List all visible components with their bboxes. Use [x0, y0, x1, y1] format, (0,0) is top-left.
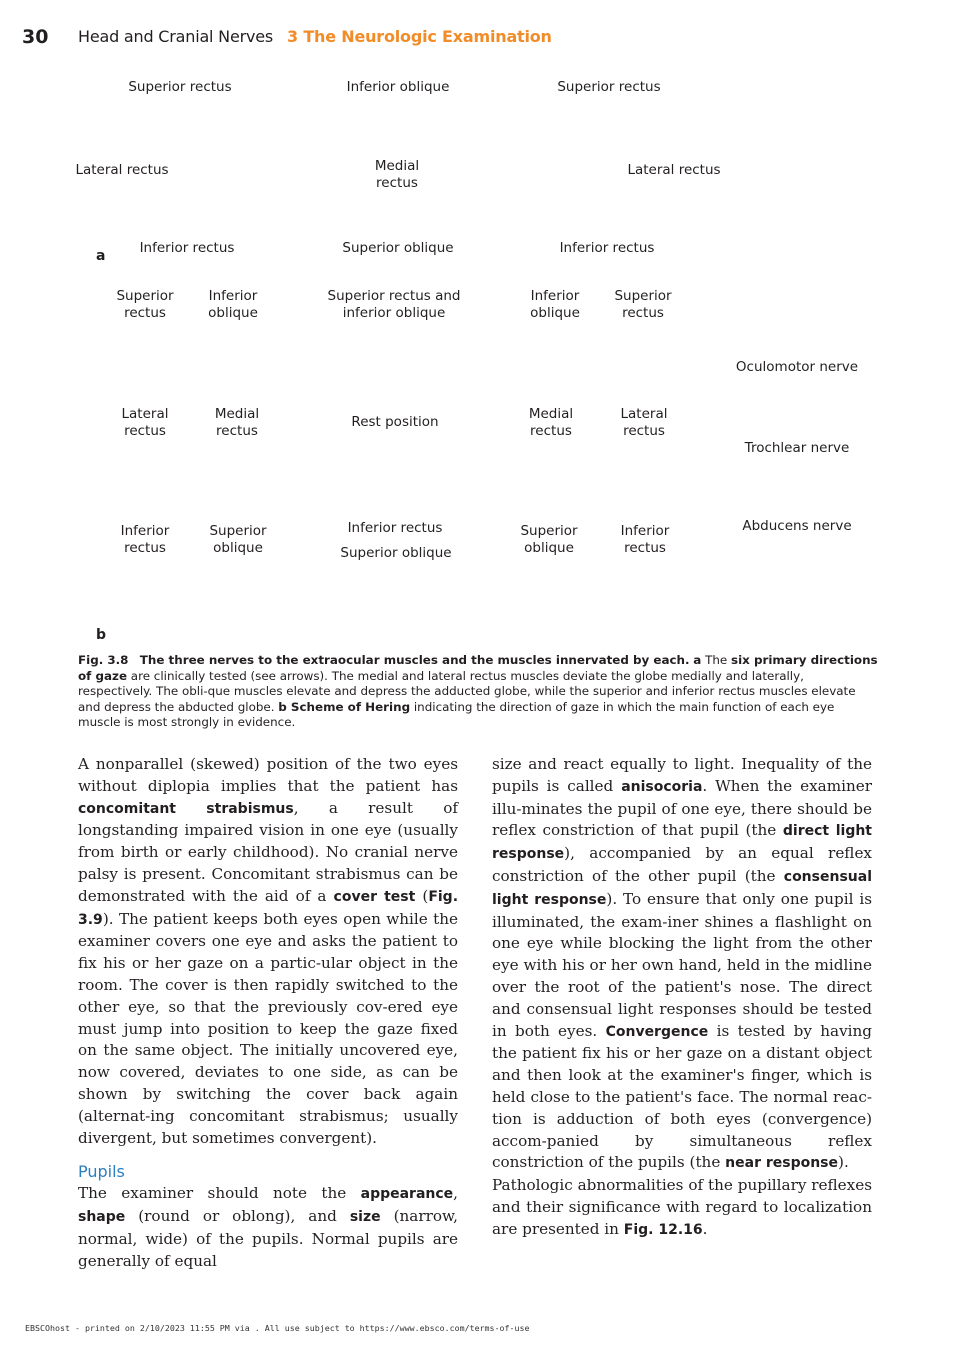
fig-b-label: Inferior oblique	[208, 288, 258, 321]
caption-bold: six primary directions of gaze	[78, 653, 878, 683]
fig-b-label: Superior oblique	[209, 523, 267, 556]
fig-b-label: Medial rectus	[214, 406, 260, 439]
caption-text: The	[705, 653, 728, 667]
figure-caption	[78, 653, 878, 731]
fig-b-label: Inferior rectus	[620, 523, 670, 556]
fig-b-label: Lateral rectus	[121, 406, 169, 439]
nerve-legend-oculomotor: Oculomotor nerve	[735, 359, 859, 375]
panel-letter-b: b	[96, 627, 107, 643]
print-footer: EBSCOhost - printed on 2/10/2023 11:55 PM via . All use subject to https://www.ebsco.com/terms-of-use	[25, 1323, 530, 1333]
fig-b-label: Superior rectus and inferior oblique	[327, 288, 461, 321]
caption-text: are clinically tested (see arrows). The medial and lateral rectus muscles deviate the globe medially and laterally, respectively. The obli-que muscles elevate and depress the adducted globe, while the superior and inferior rectus muscles elevate and depress the abducted globe.	[78, 668, 856, 714]
paragraph: Pathologic abnormalities of the pupillary reflexes and their significance with regard to localization are presented in Fig. 12.16.	[492, 1176, 872, 1238]
book-section: Head and Cranial Nerves	[78, 27, 274, 46]
fig-b-label: Lateral rectus	[620, 406, 668, 439]
paragraph: The examiner should note the appearance, shape (round or oblong), and size (narrow, normal, wide) of the pupils. Normal pupils are generally of equal	[78, 1184, 459, 1270]
fig-b-label: Superior rectus	[116, 288, 174, 321]
fig-b-label: Superior oblique	[340, 545, 452, 561]
fig-b-label: Rest position	[351, 414, 439, 430]
paragraph: A nonparallel (skewed) position of the two eyes without diplopia implies that the patient has concomitant strabismus, a result of longstanding impaired vision in one eye (usually from birth or early childhood). No cranial nerve palsy is present. Concomitant strabismus can be demonstrated with the aid of a cover test (Fig. 3.9). The patient keeps both eyes open while the examiner covers one eye and asks the patient to fix his or her gaze on a partic-ular object in the room. The cover is then rapidly switched to the other eye, so that the previously cov-ered eye must jump into position to keep the gaze fixed on the same object. The initially uncovered eye, now covered, deviates to one side, as can be shown by switching the cover back again (alternat-ing concomitant strabismus; usually divergent, but sometimes convergent).	[78, 755, 459, 1147]
body-column-left	[78, 754, 458, 1273]
fig-a-label: Inferior rectus	[139, 240, 235, 256]
fig-b-label: Inferior rectus	[120, 523, 170, 556]
fig-a-label: Superior rectus	[128, 79, 232, 95]
caption-title: The three nerves to the extraocular muscles and the muscles innervated by each.	[139, 653, 690, 667]
page-number: 30	[22, 26, 49, 48]
fig-a-label: Inferior oblique	[346, 79, 450, 95]
nerve-legend-abducens: Abducens nerve	[742, 518, 852, 534]
caption-fig-number: Fig. 3.8	[78, 653, 129, 667]
fig-b-label: Superior rectus	[614, 288, 672, 321]
nerve-legend-trochlear: Trochlear nerve	[744, 440, 850, 456]
chapter-title: 3 The Neurologic Examination	[287, 27, 552, 46]
caption-bold: b Scheme of Hering	[278, 699, 411, 714]
panel-letter-a: a	[96, 248, 106, 264]
fig-b-label: Inferior rectus	[347, 520, 443, 536]
fig-a-label: Medial rectus	[374, 158, 420, 191]
fig-b-label: Inferior oblique	[530, 288, 580, 321]
fig-a-label: Lateral rectus	[75, 162, 169, 178]
fig-a-label: Inferior rectus	[559, 240, 655, 256]
fig-b-label: Medial rectus	[528, 406, 574, 439]
caption-text: indicating the direction of gaze in which the main function of each eye muscle is most strongly in evidence.	[78, 699, 835, 729]
caption-panel-a: a	[693, 653, 702, 667]
body-column-right	[492, 754, 872, 1242]
running-header	[78, 27, 552, 46]
fig-a-label: Superior rectus	[557, 79, 661, 95]
section-heading-pupils: Pupils	[78, 1162, 125, 1182]
fig-a-label: Lateral rectus	[627, 162, 721, 178]
paragraph: size and react equally to light. Inequality of the pupils is called anisocoria. When the examiner illu-minates the pupil of one eye, there should be reflex constriction of that pupil (the direct light response), accompanied by an equal reflex constriction of the other pupil (the consensual light response). To ensure that only one pupil is illuminated, the exam-iner shines a flashlight on one eye while blocking the light from the other eye with his or her own hand, held in the midline over the root of the patient's nose. The direct and consensual light responses should be tested in both eyes. Convergence is tested by having the patient fix his or her gaze on a distant object and then look at the examiner's finger, which is held close to the patient's face. The normal reac-tion is adduction of both eyes (convergence) accom-panied by simultaneous reflex constriction of the pupils (the near response).	[492, 755, 873, 1172]
fig-b-label: Superior oblique	[520, 523, 578, 556]
fig-a-label: Superior oblique	[342, 240, 454, 256]
